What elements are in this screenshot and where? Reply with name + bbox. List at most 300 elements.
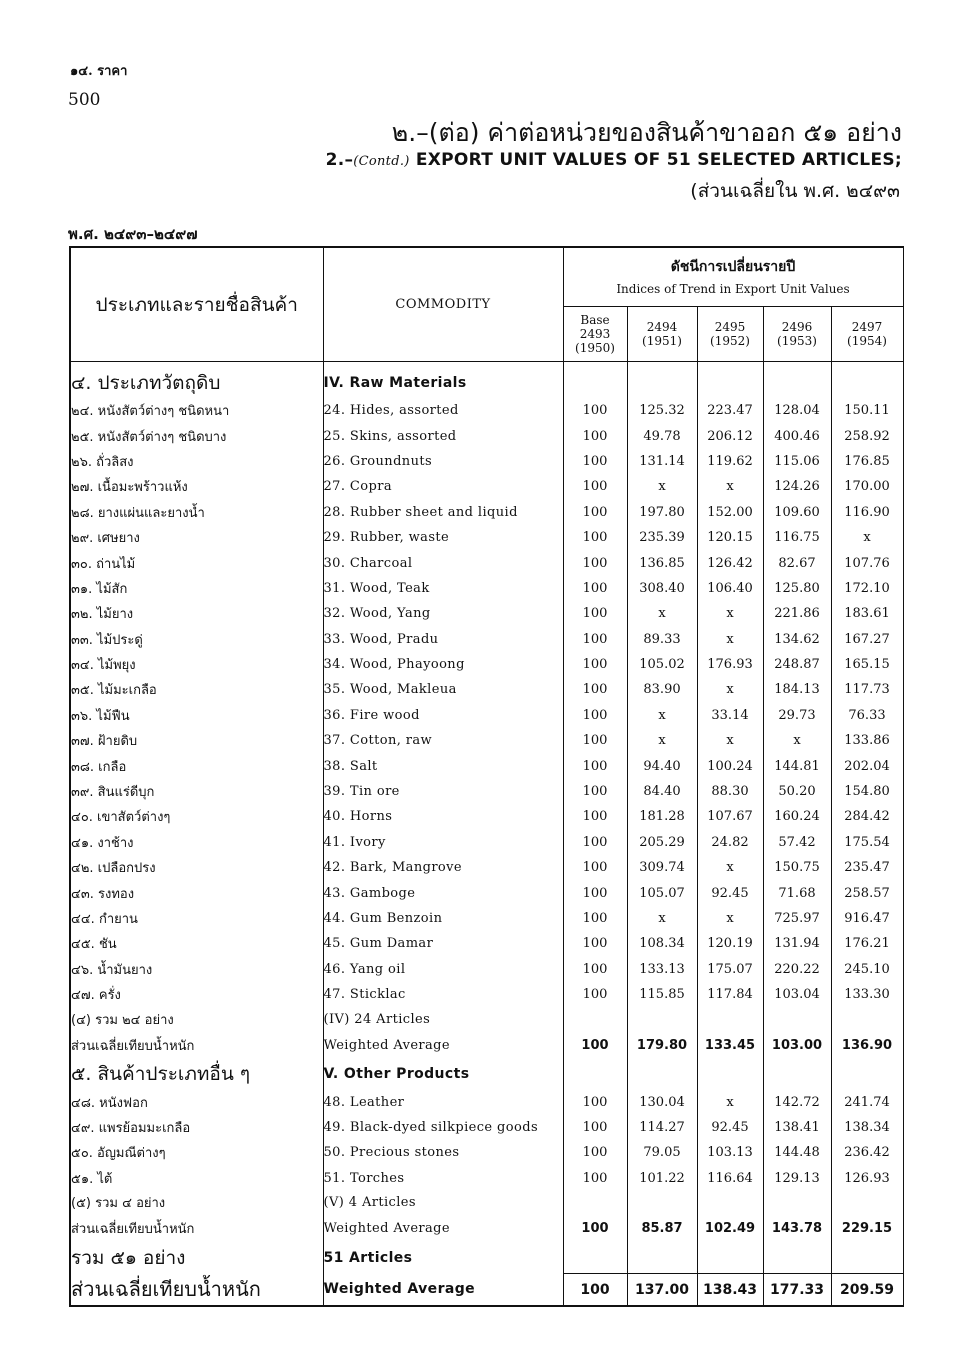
index-value: 100 [563,550,627,575]
commodity-english: 31. Wood, Teak [323,576,563,601]
index-value: 120.15 [697,525,763,550]
commodity-english: 36. Fire wood [323,703,563,728]
commodity-english: 45. Gum Damar [323,931,563,956]
index-value: 24.82 [697,830,763,855]
commodity-thai: ๓๗. ฝ้ายดิบ [70,728,323,753]
index-value: 181.28 [627,804,697,829]
commodity-thai: ๔๖. น้ำมันยาง [70,957,323,982]
year-be: 2494 [646,320,678,334]
index-value: 150.11 [844,403,890,419]
header-index-english: Indices of Trend in Export Unit Values [616,282,850,296]
index-value: 116.75 [763,525,831,550]
commodity-english: 42. Bark, Mangrove [323,855,563,880]
period-label: พ.ศ. ๒๔๙๓–๒๔๙๗ [68,225,198,243]
index-value: 165.15 [844,657,890,673]
grand-total-row [70,1243,903,1274]
index-value: x [627,728,697,753]
index-value: 100 [563,1089,627,1114]
index-value: x [627,906,697,931]
grand-total-average-row [70,1273,903,1306]
section-summary-row [70,1007,903,1031]
index-value: 116.90 [844,504,890,520]
index-value: 103.13 [697,1140,763,1165]
commodity-thai: ๕๑. ไต้ [70,1166,323,1191]
index-value: 29.73 [763,703,831,728]
table-row [70,804,903,829]
commodity-english: 50. Precious stones [323,1140,563,1165]
index-value: 100 [563,474,627,499]
index-value: 100 [563,804,627,829]
index-value: 137.00 [627,1273,697,1306]
index-value: 100 [563,830,627,855]
weighted-average-row [70,1215,903,1243]
empty-cell [563,1007,627,1031]
commodity-english: 38. Salt [323,753,563,778]
commodity-thai: ๓๒. ไม้ยาง [70,601,323,626]
index-value: 100 [563,1273,627,1306]
index-value: x [697,601,763,626]
commodity-thai: ๒๘. ยางแผ่นและยางน้ำ [70,500,323,525]
index-value: 89.33 [627,627,697,652]
index-value: 71.68 [763,880,831,905]
index-value: 258.92 [844,428,890,444]
table-row [70,779,903,804]
empty-cell [697,1243,763,1274]
empty-cell [697,1059,763,1089]
section-title-thai: ๔. ประเภทวัตถุดิบ [70,368,323,398]
empty-cell [627,368,697,398]
index-value: 100 [563,931,627,956]
index-value: 223.47 [697,398,763,423]
header-index [563,247,903,307]
index-value: 107.67 [697,804,763,829]
commodity-thai: ๓๖. ไม้ฟืน [70,703,323,728]
index-value: 100 [563,855,627,880]
commodity-thai: ๔๒. เปลือกปรง [70,855,323,880]
index-value: 131.14 [627,449,697,474]
empty-cell [831,1191,903,1215]
year-header [563,307,627,362]
table-row [70,500,903,525]
total-average-english: Weighted Average [323,1273,563,1306]
index-value: 916.47 [844,911,890,926]
index-value: 209.59 [831,1273,903,1306]
commodity-thai: ๔๓. รงทอง [70,880,323,905]
commodity-english: 39. Tin ore [323,779,563,804]
title-english [326,150,902,170]
index-value: 170.00 [844,479,890,495]
empty-cell [763,1243,831,1274]
index-value: 177.33 [763,1273,831,1306]
index-value: 82.67 [763,550,831,575]
commodity-english: 51. Torches [323,1166,563,1191]
commodity-thai: ๔๗. ครั่ง [70,982,323,1007]
table-row [70,550,903,575]
table-row [70,982,903,1007]
year-ce: (1953) [777,334,817,348]
table-row [70,931,903,956]
year-ce: (1951) [642,334,682,348]
year-ce: (1954) [847,334,887,348]
section-header-row [70,1059,903,1089]
commodity-thai: ๓๙. สินแร่ดีบุก [70,779,323,804]
index-value: 100 [563,906,627,931]
year-header [627,307,697,362]
commodity-thai: ๓๐. ถ่านไม้ [70,550,323,575]
section-title-thai: ๕. สินค้าประเภทอื่น ๆ [70,1059,323,1089]
index-value: 103.04 [763,982,831,1007]
index-value: 206.12 [697,423,763,448]
index-value: 133.13 [627,957,697,982]
commodity-thai: ๔๕. ชัน [70,931,323,956]
commodity-english: 32. Wood, Yang [323,601,563,626]
empty-cell [763,368,831,398]
index-value: 133.45 [697,1031,763,1059]
year-header [763,307,831,362]
empty-cell [627,1243,697,1274]
index-value: 94.40 [627,753,697,778]
index-value: 725.97 [763,906,831,931]
commodity-thai: ๓๔. ไม้พยุง [70,652,323,677]
commodity-english: 43. Gamboge [323,880,563,905]
commodity-english: 49. Black-dyed silkpiece goods [323,1115,563,1140]
empty-cell [697,368,763,398]
index-value: 100 [563,423,627,448]
index-value: 88.30 [697,779,763,804]
index-value: 128.04 [763,398,831,423]
header-row [70,247,903,307]
year-base-label: Base [580,313,610,327]
year-ce: (1952) [710,334,750,348]
commodity-thai: ๕๐. อัญมณีต่างๆ [70,1140,323,1165]
index-value: 114.27 [627,1115,697,1140]
index-value: 176.21 [844,936,890,952]
index-value: 100 [563,398,627,423]
index-value: 130.04 [627,1089,697,1114]
index-value: 154.80 [844,784,890,800]
index-value: 100 [563,576,627,601]
table-row [70,728,903,753]
table-row [70,880,903,905]
page-number: 500 [68,90,101,110]
index-value: x [697,627,763,652]
commodity-thai: ๓๘. เกลือ [70,753,323,778]
index-value: 309.74 [627,855,697,880]
subtitle-thai: (ส่วนเฉลี่ยใน พ.ศ. ๒๔๙๓ [690,180,900,202]
empty-cell [763,1191,831,1215]
section-mark: ๑๔. ราคา [70,64,128,79]
commodity-thai: ๒๕. หนังสัตว์ต่างๆ ชนิดบาง [70,423,323,448]
index-value: 308.40 [627,576,697,601]
index-value: 100 [563,525,627,550]
commodity-english: 34. Wood, Phayoong [323,652,563,677]
table-row [70,601,903,626]
section-title-english: IV. Raw Materials [323,368,563,398]
commodity-english: 30. Charcoal [323,550,563,575]
summary-thai: (๔) รวม ๒๔ อย่าง [70,1007,323,1031]
index-value: 258.57 [844,885,890,901]
empty-cell [563,1243,627,1274]
index-value: 184.13 [763,677,831,702]
summary-english: (IV) 24 Articles [323,1007,563,1031]
commodity-english: 46. Yang oil [323,957,563,982]
index-value: 144.48 [763,1140,831,1165]
index-value: 241.74 [844,1094,890,1110]
index-value: 143.78 [763,1215,831,1243]
index-value: 126.42 [697,550,763,575]
index-value: 103.00 [763,1031,831,1059]
commodity-thai: ๒๗. เนื้อมะพร้าวแห้ง [70,474,323,499]
table-row [70,830,903,855]
index-value: 100 [563,601,627,626]
index-value: 100 [563,449,627,474]
commodity-english: 26. Groundnuts [323,449,563,474]
index-value: 133.86 [844,733,890,749]
index-value: 100 [563,753,627,778]
summary-thai: (๕) รวม ๔ อย่าง [70,1191,323,1215]
index-value: x [697,677,763,702]
index-value: 245.10 [844,961,890,977]
index-value: 115.85 [627,982,697,1007]
table-row [70,627,903,652]
index-value: 107.76 [844,555,890,571]
index-value: 117.84 [697,982,763,1007]
index-value: x [627,703,697,728]
index-value: 100 [563,1215,627,1243]
empty-cell [563,1191,627,1215]
empty-cell [697,1007,763,1031]
commodity-thai: ๓๕. ไม้มะเกลือ [70,677,323,702]
header-index-thai: ดัชนีการเปลี่ยนรายปี [670,259,796,275]
index-value: 235.47 [844,860,890,876]
index-value: 176.93 [697,652,763,677]
index-value: 150.75 [763,855,831,880]
commodity-thai: ๒๙. เศษยาง [70,525,323,550]
table-row [70,906,903,931]
index-value: 229.15 [841,1221,893,1237]
commodity-thai: ๔๙. แพรย้อมมะเกลือ [70,1115,323,1140]
table-row [70,753,903,778]
empty-cell [627,1059,697,1089]
index-value: 117.73 [844,682,890,698]
title-prefix: 2.– [325,150,354,170]
index-value: 105.02 [627,652,697,677]
table-row [70,398,903,423]
section-title-english: V. Other Products [323,1059,563,1089]
commodity-english: 25. Skins, assorted [323,423,563,448]
commodity-english: 44. Gum Benzoin [323,906,563,931]
total-title-thai: รวม ๕๑ อย่าง [70,1243,323,1274]
index-value: 100 [563,957,627,982]
table-row [70,1089,903,1114]
index-value: 50.20 [763,779,831,804]
index-value: 100 [563,1115,627,1140]
empty-cell [563,1059,627,1089]
commodity-english: 48. Leather [323,1089,563,1114]
total-title-english: 51 Articles [323,1243,563,1274]
index-value: x [697,906,763,931]
index-value: 172.10 [844,580,890,596]
index-value: 160.24 [763,804,831,829]
index-value: x [697,1089,763,1114]
commodity-english: 41. Ivory [323,830,563,855]
index-value: 92.45 [697,880,763,905]
index-value: 235.39 [627,525,697,550]
index-value: 100 [563,728,627,753]
index-value: 101.22 [627,1166,697,1191]
index-value: 167.27 [844,631,890,647]
title-contd: (Contd.) [353,154,410,169]
empty-cell [563,368,627,398]
index-value: 100.24 [697,753,763,778]
index-value: 125.32 [627,398,697,423]
commodity-thai: ๒๖. ถั่วลิสง [70,449,323,474]
table-row [70,677,903,702]
commodity-english: 37. Cotton, raw [323,728,563,753]
empty-cell [763,1007,831,1031]
index-value: x [627,474,697,499]
index-value: x [697,474,763,499]
index-value: 142.72 [763,1089,831,1114]
commodity-english: 28. Rubber sheet and liquid [323,500,563,525]
table-row [70,576,903,601]
index-value: 205.29 [627,830,697,855]
index-value: 108.34 [627,931,697,956]
empty-cell [831,368,903,398]
commodity-thai: ๒๔. หนังสัตว์ต่างๆ ชนิดหนา [70,398,323,423]
empty-cell [831,1007,903,1031]
year-header [697,307,763,362]
index-value: 133.30 [844,987,890,1003]
index-value: 102.49 [697,1215,763,1243]
index-value: 400.46 [763,423,831,448]
header-commodity-thai: ประเภทและรายชื่อสินค้า [70,247,323,362]
index-value: 202.04 [844,758,890,774]
index-value: 33.14 [697,703,763,728]
index-value: 220.22 [763,957,831,982]
index-value: 85.87 [627,1215,697,1243]
index-value: 100 [563,779,627,804]
index-value: x [627,601,697,626]
index-value: 152.00 [697,500,763,525]
table-row [70,474,903,499]
table-row [70,525,903,550]
index-value: 138.34 [844,1119,890,1135]
index-value: 284.42 [844,809,890,825]
index-value: 116.64 [697,1166,763,1191]
commodity-english: 35. Wood, Makleua [323,677,563,702]
commodity-english: 24. Hides, assorted [323,398,563,423]
index-value: 126.93 [844,1170,890,1186]
index-value: 109.60 [763,500,831,525]
title-thai: ๒.–(ต่อ) ค่าต่อหน่วยของสินค้าขาออก ๕๑ อย่าง [391,118,902,147]
index-value: 120.19 [697,931,763,956]
table-row [70,449,903,474]
weighted-average-row [70,1031,903,1059]
year-be: 2493 [579,327,611,341]
summary-english: (V) 4 Articles [323,1191,563,1215]
export-unit-values-table [69,246,904,1307]
index-value: 100 [563,1031,627,1059]
index-value: 124.26 [763,474,831,499]
index-value: 84.40 [627,779,697,804]
commodity-english: 33. Wood, Pradu [323,627,563,652]
index-value: 175.07 [697,957,763,982]
index-value: 179.80 [627,1031,697,1059]
index-value: 175.54 [844,834,890,850]
index-value: 131.94 [763,931,831,956]
commodity-thai: ๓๑. ไม้สัก [70,576,323,601]
empty-cell [627,1007,697,1031]
total-average-thai: ส่วนเฉลี่ยเทียบน้ำหนัก [70,1273,323,1306]
index-value: 83.90 [627,677,697,702]
section-summary-row [70,1191,903,1215]
commodity-thai: ๔๐. เขาสัตว์ต่างๆ [70,804,323,829]
year-header [831,307,903,362]
index-value: 136.90 [841,1037,893,1053]
year-ce: (1950) [575,341,615,355]
index-value: 100 [563,1140,627,1165]
index-value: 79.05 [627,1140,697,1165]
empty-cell [763,1059,831,1089]
table-row [70,957,903,982]
index-value: 236.42 [844,1145,890,1161]
index-value: 100 [563,677,627,702]
empty-cell [831,1243,903,1274]
index-value: 100 [563,880,627,905]
table-row [70,855,903,880]
weighted-average-english: Weighted Average [323,1031,563,1059]
commodity-english: 29. Rubber, waste [323,525,563,550]
index-value: 221.86 [763,601,831,626]
index-value: 100 [563,982,627,1007]
empty-cell [627,1191,697,1215]
commodity-thai: ๓๓. ไม้ประดู่ [70,627,323,652]
index-value: 100 [563,500,627,525]
year-be: 2495 [714,320,746,334]
index-value: 76.33 [848,707,886,723]
index-value: 100 [563,652,627,677]
commodity-thai: ๔๔. กำยาน [70,906,323,931]
index-value: 183.61 [844,606,890,622]
title-main: EXPORT UNIT VALUES OF 51 SELECTED ARTICLES; [415,150,902,170]
index-value: x [763,728,831,753]
table-row [70,652,903,677]
index-value: 92.45 [697,1115,763,1140]
commodity-thai: ๔๑. งาช้าง [70,830,323,855]
empty-cell [697,1191,763,1215]
section-header-row [70,368,903,398]
year-be: 2497 [851,320,883,334]
weighted-average-thai: ส่วนเฉลี่ยเทียบน้ำหนัก [70,1215,323,1243]
index-value: 100 [563,1166,627,1191]
index-value: x [697,728,763,753]
index-value: 125.80 [763,576,831,601]
commodity-english: 47. Sticklac [323,982,563,1007]
index-value: 49.78 [627,423,697,448]
table-row [70,1115,903,1140]
empty-cell [831,1059,903,1089]
weighted-average-english: Weighted Average [323,1215,563,1243]
table-row [70,1166,903,1191]
index-value: 129.13 [763,1166,831,1191]
index-value: 197.80 [627,500,697,525]
weighted-average-thai: ส่วนเฉลี่ยเทียบน้ำหนัก [70,1031,323,1059]
index-value: 138.43 [697,1273,763,1306]
index-value: 138.41 [763,1115,831,1140]
index-value: 134.62 [763,627,831,652]
index-value: 144.81 [763,753,831,778]
